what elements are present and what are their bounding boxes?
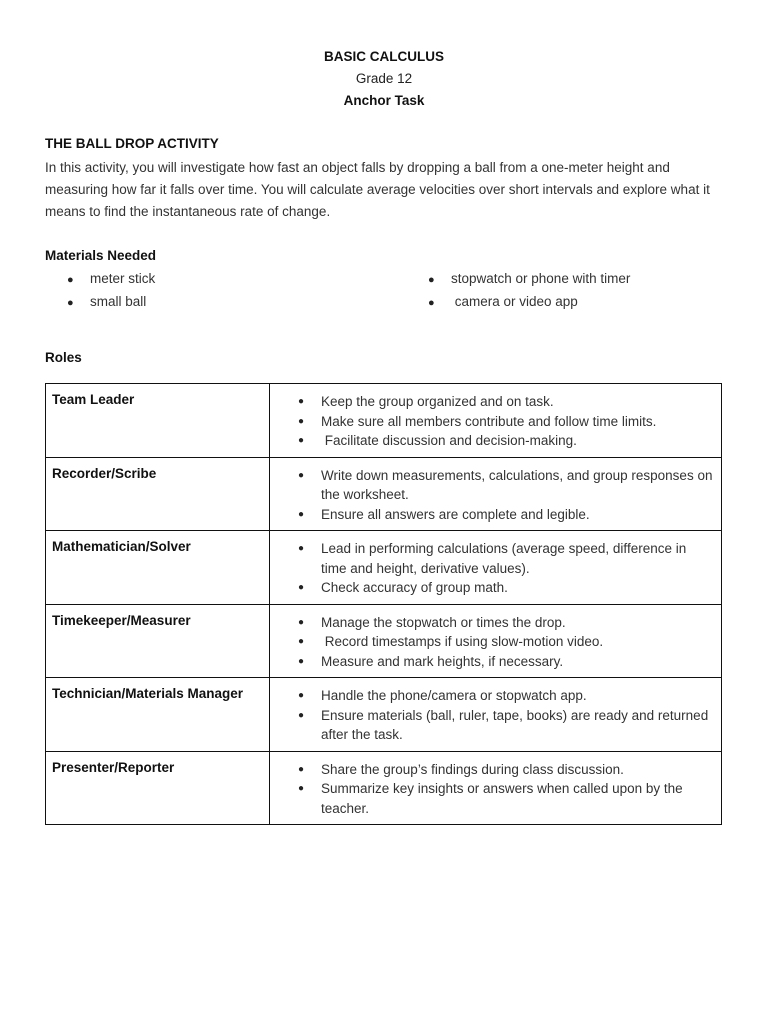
roles-table	[45, 383, 722, 825]
table-row	[46, 751, 722, 825]
duty-item: ● Keep the group organized and on task.	[298, 392, 715, 412]
table-row	[46, 457, 722, 531]
bullet-icon: ●	[428, 274, 435, 286]
material-label: stopwatch or phone with timer	[451, 271, 631, 286]
role-duties	[270, 457, 722, 531]
list-item	[67, 291, 155, 314]
duty-item: ● Handle the phone/camera or stopwatch app.	[298, 686, 715, 706]
materials-title: Materials Needed	[45, 248, 157, 263]
role-name: Mathematician/Solver	[46, 531, 270, 605]
role-duties	[270, 384, 722, 458]
duty-item: ● Manage the stopwatch or times the drop.	[298, 613, 715, 633]
duty-item: ● Make sure all members contribute and follow time limits.	[298, 412, 715, 432]
bullet-icon: ●	[67, 297, 74, 309]
bullet-icon: ●	[67, 274, 74, 286]
duty-item: ● Measure and mark heights, if necessary.	[298, 652, 715, 672]
subject-title: BASIC CALCULUS	[324, 49, 444, 64]
list-item	[428, 268, 630, 291]
duty-item: ● Lead in performing calculations (average speed, difference in time and height, derivative values).	[298, 539, 715, 578]
document-header	[0, 46, 768, 112]
duty-item: ● Record timestamps if using slow-motion video.	[298, 632, 715, 652]
duty-item: ● Ensure materials (ball, ruler, tape, books) are ready and returned after the task.	[298, 706, 715, 745]
grade-label: Grade 12	[355, 71, 413, 86]
table-row	[46, 531, 722, 605]
role-duties	[270, 678, 722, 752]
role-duties	[270, 751, 722, 825]
materials-list-left	[67, 268, 155, 314]
role-duties	[270, 604, 722, 678]
list-item	[67, 268, 155, 291]
activity-title: THE BALL DROP ACTIVITY	[45, 136, 219, 151]
material-label: camera or video app	[451, 294, 578, 309]
task-label: Anchor Task	[343, 93, 425, 108]
role-name: Team Leader	[46, 384, 270, 458]
role-name: Recorder/Scribe	[46, 457, 270, 531]
duty-item: ● Ensure all answers are complete and legible.	[298, 505, 715, 525]
table-row	[46, 604, 722, 678]
table-row	[46, 384, 722, 458]
duty-item: ● Summarize key insights or answers when called upon by the teacher.	[298, 779, 715, 818]
role-duties	[270, 531, 722, 605]
duty-item: ● Check accuracy of group math.	[298, 578, 715, 598]
roles-title: Roles	[45, 350, 82, 365]
materials-list-right	[428, 268, 630, 314]
role-name: Presenter/Reporter	[46, 751, 270, 825]
role-name: Timekeeper/Measurer	[46, 604, 270, 678]
material-label: meter stick	[90, 271, 156, 286]
list-item	[428, 291, 630, 314]
bullet-icon: ●	[428, 297, 435, 309]
duty-item: ● Write down measurements, calculations, and group responses on the worksheet.	[298, 466, 715, 505]
material-label: small ball	[90, 294, 147, 309]
role-name: Technician/Materials Manager	[46, 678, 270, 752]
activity-description: In this activity, you will investigate how fast an object falls by dropping a ball from a one-meter height and measuring how far it falls over time. You will calculate average velocities over short intervals and explore what it means to find the instantaneous rate of change.	[45, 160, 710, 219]
duty-item: ● Facilitate discussion and decision-making.	[298, 431, 715, 451]
table-row	[46, 678, 722, 752]
duty-item: ● Share the group’s findings during class discussion.	[298, 760, 715, 780]
